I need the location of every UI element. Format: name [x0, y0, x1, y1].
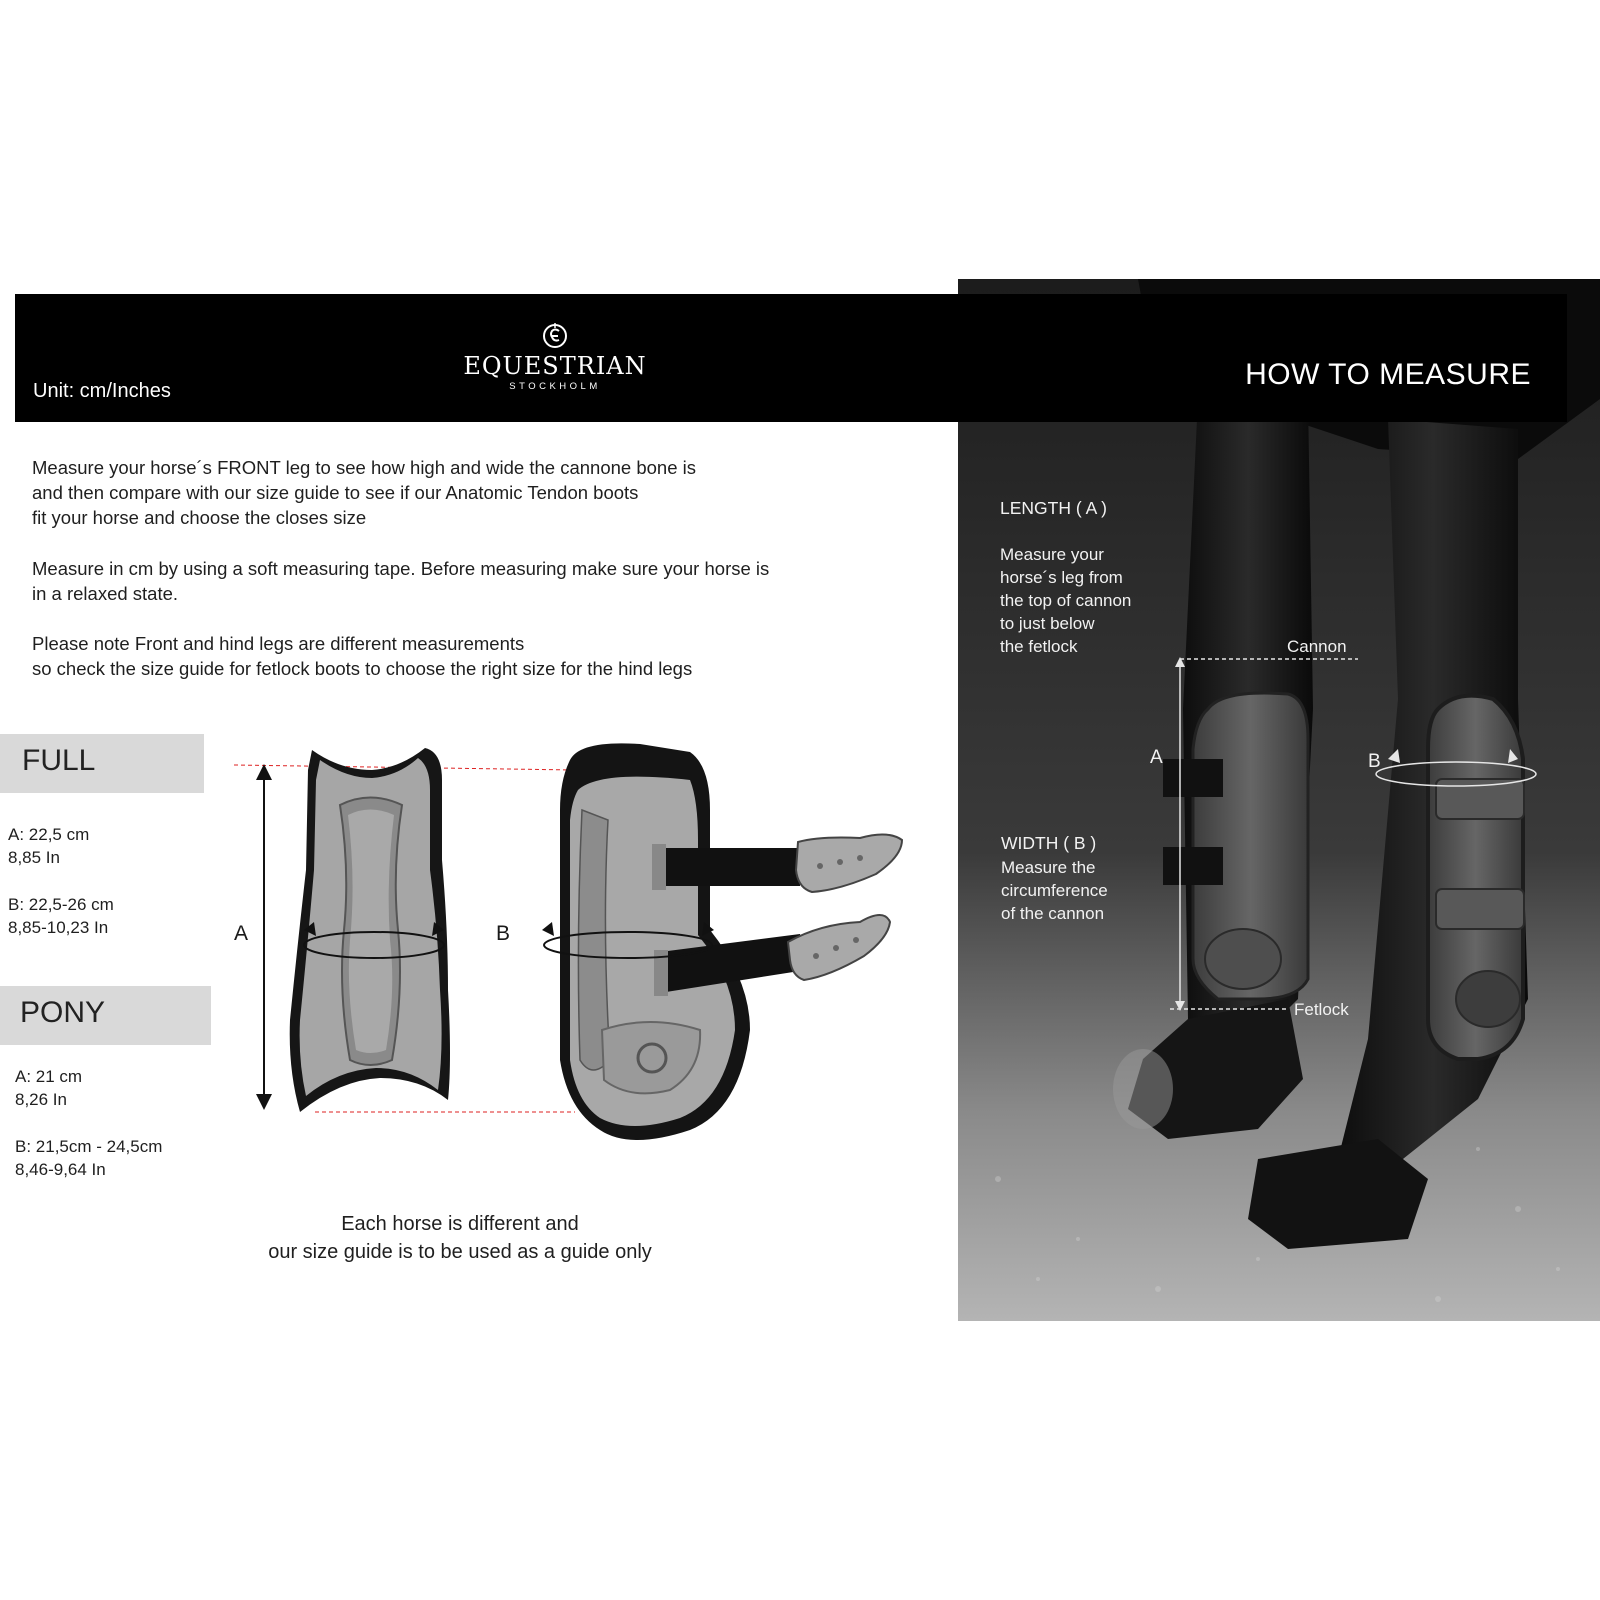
length-heading: LENGTH ( A ) [1000, 498, 1107, 518]
photo-label-b: B [1368, 751, 1381, 772]
logo-brand-text: EQUESTRIAN [463, 352, 647, 380]
size-pony-label: PONY [20, 996, 106, 1029]
cannon-label: Cannon [1287, 637, 1347, 656]
photo-label-a: A [1150, 747, 1163, 768]
width-heading: WIDTH ( B ) [1001, 833, 1097, 853]
brand-emblem-icon [541, 322, 569, 350]
diagram-label-a: A [234, 922, 249, 945]
brand-logo [455, 322, 655, 392]
boot-diagram [220, 730, 940, 1170]
length-description: Measure your horse´s leg from the top of cannon to just below the fetlock [1000, 545, 1132, 656]
page-title: HOW TO MEASURE [1245, 358, 1531, 391]
size-full-b: B: 22,5-26 cm 8,85-10,23 In [8, 895, 114, 937]
size-pony-a: A: 21 cm 8,26 In [15, 1067, 83, 1109]
size-pony-box [0, 986, 211, 1045]
size-pony-b: B: 21,5cm - 24,5cm 8,46-9,64 In [15, 1137, 163, 1179]
intro-paragraph-3: Please note Front and hind legs are different measurements so check the size guide for fetlock boots to choose the right size for the hind legs [32, 633, 693, 679]
logo-sub-text: STOCKHOLM [509, 381, 601, 392]
unit-label: Unit: cm/Inches [33, 380, 171, 402]
intro-paragraph-1: Measure your horse´s FRONT leg to see how high and wide the cannone bone is and then compare with our size guide to see if our Anatomic Tendon boots fit your horse and choose the closes size [32, 457, 696, 528]
footnote: Each horse is different and our size guide is to be used as a guide only [268, 1213, 652, 1263]
fetlock-label: Fetlock [1294, 1000, 1349, 1019]
size-full-label: FULL [22, 744, 96, 777]
width-description: Measure the circumference of the cannon [1001, 858, 1108, 923]
intro-paragraph-2: Measure in cm by using a soft measuring tape. Before measuring make sure your horse is in a relaxed state. [32, 558, 770, 604]
size-full-box [0, 734, 204, 793]
size-full-a: A: 22,5 cm 8,85 In [8, 825, 90, 867]
diagram-label-b: B [496, 922, 511, 945]
header-bar [15, 294, 1567, 422]
horse-leg-photo [958, 279, 1600, 1321]
